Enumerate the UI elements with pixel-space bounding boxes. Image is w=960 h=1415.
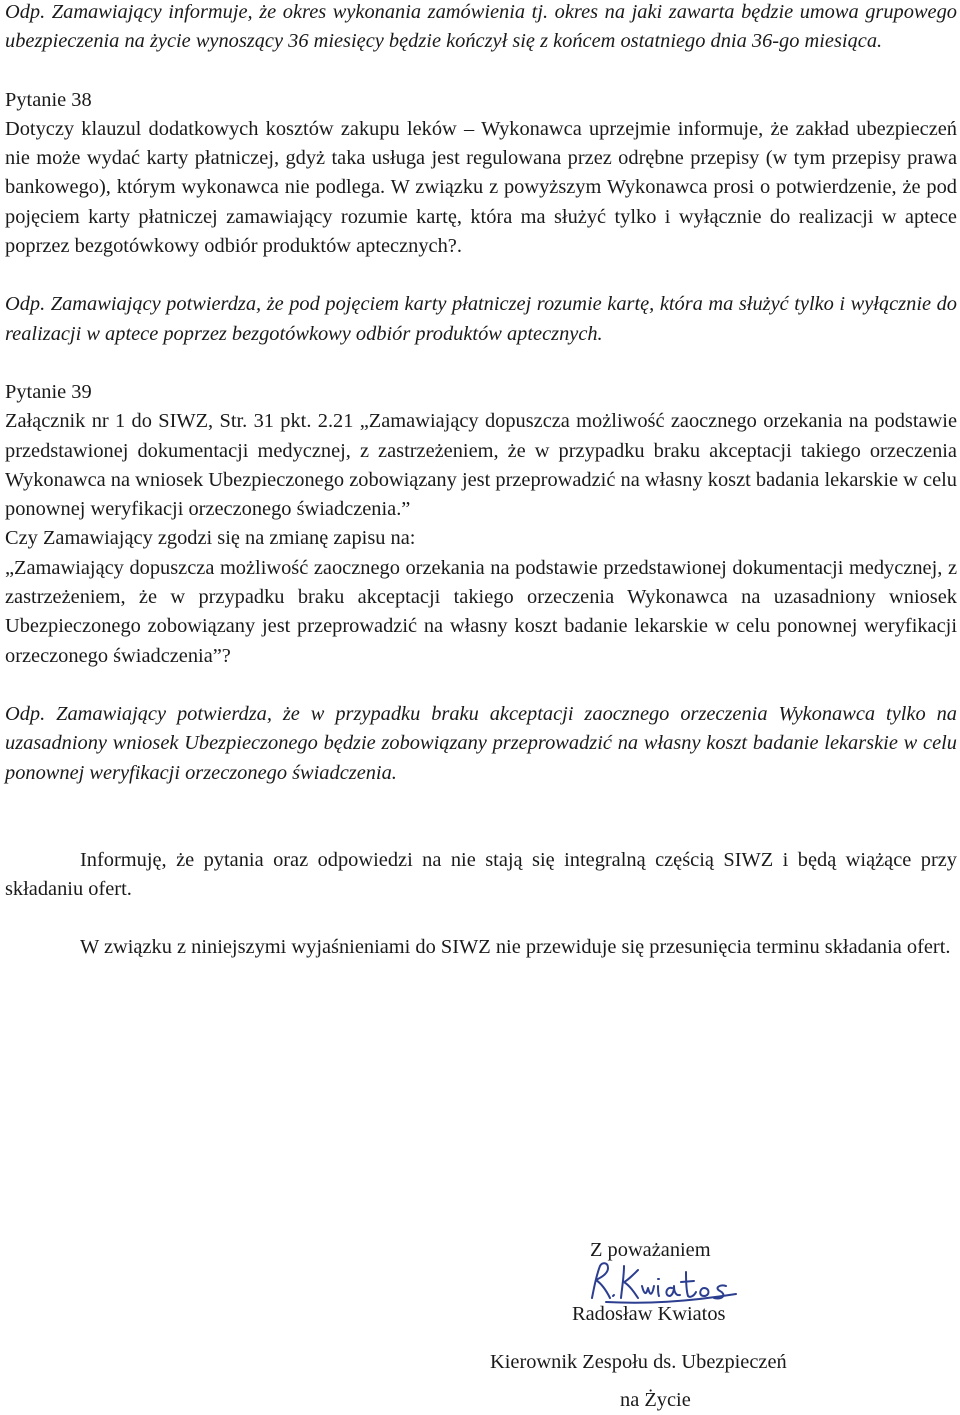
signatory-name: Radosław Kwiatos [572, 1303, 726, 1325]
spacer [5, 788, 957, 846]
question-paragraph: Dotyczy klauzul dodatkowych kosztów zakupu leków – Wykonawca uprzejmie informuje, że zakład ubezpieczeń nie może wydać karty płatniczej, gdyż taka usługa jest regulowana przez odrębne przepisy (w tym przepisy prawa bankowego), którym wykonawca nie podlega. W związku z powyższym Wykonawca prosi o potwierdzenie, że pod pojęciem karty płatniczej zamawiający rozumie kartę, która ma służyć tylko i wyłącznie do realizacji w aptece poprzez bezgotówkowy odbiór produktów aptecznych?. [5, 117, 957, 258]
question-paragraph: Czy Zamawiający zgodzi się na zmianę zapisu na: [5, 527, 416, 550]
signatory-title: Kierownik Zespołu ds. Ubezpieczeń [490, 1351, 787, 1373]
spacer [5, 671, 957, 700]
question-heading: Pytanie 38 [5, 88, 92, 111]
question-paragraph: Załącznik nr 1 do SIWZ, Str. 31 pkt. 2.21 „Zamawiający dopuszcza możliwość zaocznego orzekania na podstawie przedstawionej dokumentacji medycznej, z zastrzeżeniem, że w przypadku braku akceptacji takiego orzeczenia Wykonawca na wniosek Ubezpieczonego zobowiązany jest przeprowadzić na własny koszt badania lekarskie w celu ponownej weryfikacji orzeczonego świadczenia.” [5, 410, 957, 521]
spacer [5, 261, 957, 290]
question-paragraph: „Zamawiający dopuszcza możliwość zaocznego orzekania na podstawie przedstawionej dokumentacji medycznej, z zastrzeżeniem, że w przypadku braku akceptacji takiego orzeczenia Wykonawca na uzasadniony wniosek Ubezpieczonego zobowiązany jest przeprowadzić na własny koszt badanie lekarskie w celu ponownej weryfikacji orzeczonego świadczenia”? [5, 556, 957, 667]
answer-paragraph: Odp. Zamawiający potwierdza, że w przypadku braku akceptacji zaocznego orzeczenia Wykonawca tylko na uzasadniony wniosek Ubezpieczonego będzie zobowiązany przeprowadzić na własny koszt badanie lekarskie w celu ponownej weryfikacji orzeczonego świadczenia. [5, 702, 957, 784]
document-page [5, 0, 957, 963]
closing-paragraph: Informuję, że pytania oraz odpowiedzi na nie stają się integralną częścią SIWZ i będą wiążące przy składaniu ofert. [5, 848, 957, 901]
spacer [5, 57, 957, 86]
answer-paragraph: Odp. Zamawiający informuje, że okres wykonania zamówienia tj. okres na jaki zawarta będzie umowa grupowego ubezpieczenia na życie wynoszący 36 miesięcy będzie kończył się z końcem ostatniego dnia 36-go miesiąca. [5, 1, 957, 53]
salutation: Z poważaniem [590, 1239, 711, 1261]
spacer [5, 904, 957, 933]
answer-paragraph: Odp. Zamawiający potwierdza, że pod pojęciem karty płatniczej rozumie kartę, która ma służyć tylko i wyłącznie do realizacji w aptece poprzez bezgotówkowy odbiór produktów aptecznych. [5, 293, 957, 345]
signatory-title: na Życie [620, 1389, 691, 1411]
spacer [5, 349, 957, 378]
question-heading: Pytanie 39 [5, 380, 92, 403]
closing-paragraph: W związku z niniejszymi wyjaśnieniami do SIWZ nie przewiduje się przesunięcia terminu składania ofert. [80, 936, 951, 959]
handwritten-signature-graphic [586, 1258, 746, 1306]
